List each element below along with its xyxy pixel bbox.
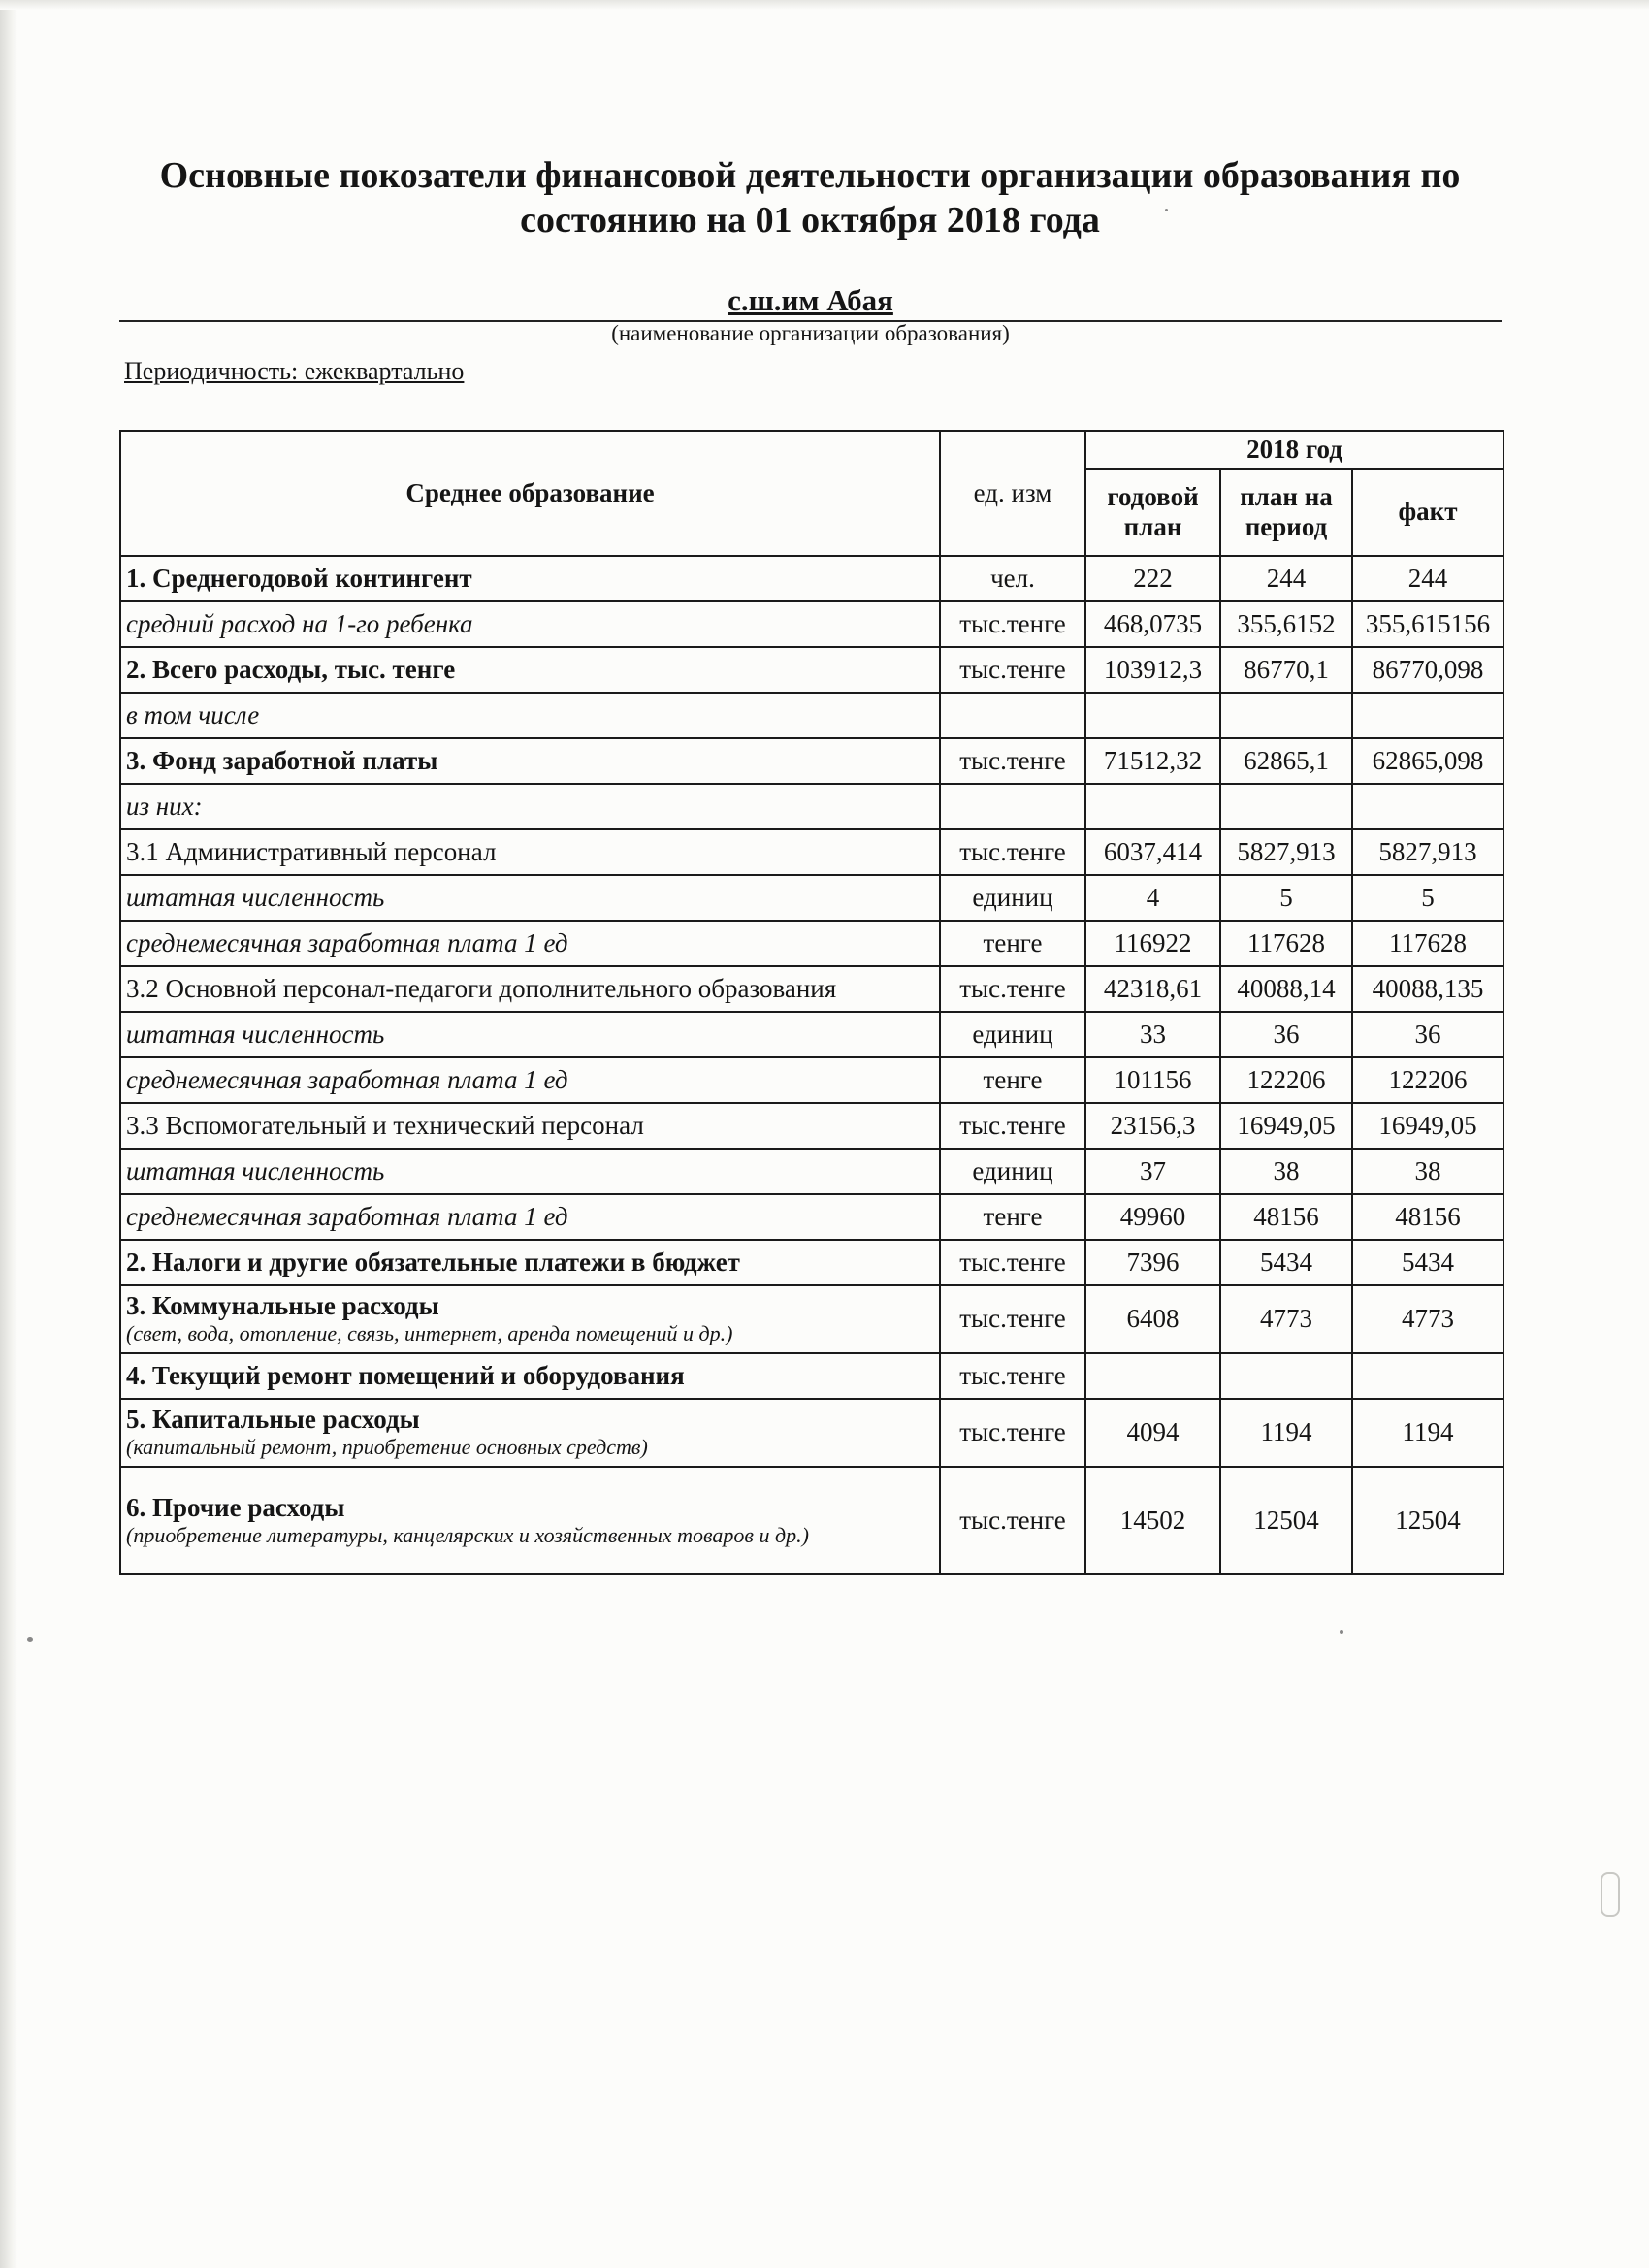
row-fact: 4773 bbox=[1352, 1285, 1504, 1353]
header-fact: факт bbox=[1352, 469, 1504, 556]
table-row bbox=[120, 1194, 1504, 1240]
row-annual-plan: 7396 bbox=[1085, 1240, 1220, 1285]
row-period-plan bbox=[1220, 1353, 1352, 1399]
table-body bbox=[120, 556, 1504, 1574]
row-annual-plan: 33 bbox=[1085, 1012, 1220, 1057]
header-section: Среднее образование bbox=[120, 431, 940, 556]
row-label-cell bbox=[120, 1467, 940, 1574]
row-period-plan: 62865,1 bbox=[1220, 738, 1352, 784]
row-label: 3. Фонд заработной платы bbox=[126, 745, 438, 775]
row-label-cell bbox=[120, 921, 940, 966]
row-sublabel: (капитальный ремонт, приобретение основных средств) bbox=[126, 1435, 648, 1460]
table-row bbox=[120, 1149, 1504, 1194]
row-label: из них: bbox=[126, 791, 203, 821]
row-unit: тенге bbox=[940, 1057, 1085, 1103]
row-period-plan: 86770,1 bbox=[1220, 647, 1352, 693]
table-row bbox=[120, 784, 1504, 829]
header-period-plan: план на период bbox=[1220, 469, 1352, 556]
row-label-cell bbox=[120, 556, 940, 601]
row-label: 2. Налоги и другие обязательные платежи в бюджет bbox=[126, 1247, 740, 1277]
row-period-plan: 1194 bbox=[1220, 1399, 1352, 1467]
row-label-cell bbox=[120, 1399, 940, 1467]
table-row bbox=[120, 1240, 1504, 1285]
row-fact: 1194 bbox=[1352, 1399, 1504, 1467]
row-label: 3.2 Основной персонал-педагоги дополнительного образования bbox=[126, 973, 837, 1003]
row-annual-plan: 49960 bbox=[1085, 1194, 1220, 1240]
row-annual-plan: 6408 bbox=[1085, 1285, 1220, 1353]
row-annual-plan: 4094 bbox=[1085, 1399, 1220, 1467]
row-unit: тенге bbox=[940, 1194, 1085, 1240]
row-annual-plan: 101156 bbox=[1085, 1057, 1220, 1103]
row-period-plan bbox=[1220, 693, 1352, 738]
row-unit: тыс.тенге bbox=[940, 738, 1085, 784]
row-label-cell bbox=[120, 1194, 940, 1240]
scan-top-edge bbox=[0, 0, 1649, 10]
row-label-cell bbox=[120, 738, 940, 784]
scan-left-edge bbox=[0, 0, 17, 2268]
row-label-cell bbox=[120, 647, 940, 693]
row-label-cell bbox=[120, 1012, 940, 1057]
table-row bbox=[120, 738, 1504, 784]
row-unit bbox=[940, 784, 1085, 829]
row-period-plan: 122206 bbox=[1220, 1057, 1352, 1103]
row-fact: 5434 bbox=[1352, 1240, 1504, 1285]
row-unit: тыс.тенге bbox=[940, 1103, 1085, 1149]
row-label: среднемесячная заработная плата 1 ед bbox=[126, 927, 568, 957]
row-period-plan bbox=[1220, 784, 1352, 829]
table-row bbox=[120, 966, 1504, 1012]
row-unit: тыс.тенге bbox=[940, 1353, 1085, 1399]
row-annual-plan: 222 bbox=[1085, 556, 1220, 601]
row-unit: тыс.тенге bbox=[940, 601, 1085, 647]
table-row bbox=[120, 921, 1504, 966]
table-row bbox=[120, 1467, 1504, 1574]
row-unit bbox=[940, 693, 1085, 738]
table-row bbox=[120, 1285, 1504, 1353]
row-annual-plan: 37 bbox=[1085, 1149, 1220, 1194]
row-label: 4. Текущий ремонт помещений и оборудования bbox=[126, 1360, 685, 1390]
row-period-plan: 16949,05 bbox=[1220, 1103, 1352, 1149]
row-period-plan: 4773 bbox=[1220, 1285, 1352, 1353]
row-sublabel: (свет, вода, отопление, связь, интернет, аренда помещений и др.) bbox=[126, 1321, 733, 1346]
row-period-plan: 5 bbox=[1220, 875, 1352, 921]
row-annual-plan bbox=[1085, 784, 1220, 829]
row-period-plan: 48156 bbox=[1220, 1194, 1352, 1240]
row-annual-plan: 6037,414 bbox=[1085, 829, 1220, 875]
row-annual-plan: 468,0735 bbox=[1085, 601, 1220, 647]
row-period-plan: 12504 bbox=[1220, 1467, 1352, 1574]
table-row bbox=[120, 875, 1504, 921]
row-fact: 16949,05 bbox=[1352, 1103, 1504, 1149]
row-label: среднемесячная заработная плата 1 ед bbox=[126, 1064, 568, 1094]
header-year: 2018 год bbox=[1085, 431, 1504, 469]
scan-speck bbox=[1340, 1630, 1343, 1634]
header-unit: ед. изм bbox=[940, 431, 1085, 556]
row-fact: 5 bbox=[1352, 875, 1504, 921]
table-row bbox=[120, 693, 1504, 738]
row-period-plan: 36 bbox=[1220, 1012, 1352, 1057]
table-row bbox=[120, 647, 1504, 693]
row-label: 3.1 Административный персонал bbox=[126, 836, 497, 866]
row-label: штатная численность bbox=[126, 882, 385, 912]
row-fact: 62865,098 bbox=[1352, 738, 1504, 784]
table-row bbox=[120, 1353, 1504, 1399]
row-period-plan: 40088,14 bbox=[1220, 966, 1352, 1012]
row-fact bbox=[1352, 784, 1504, 829]
document-title: Основные покозатели финансовой деятельности организации образования по состоянию на 01 октября 2018 года bbox=[159, 155, 1461, 241]
financial-table bbox=[119, 430, 1504, 1575]
row-label-cell bbox=[120, 1149, 940, 1194]
row-label: 3. Коммунальные расходы bbox=[126, 1291, 439, 1321]
row-label-cell bbox=[120, 1285, 940, 1353]
row-annual-plan bbox=[1085, 693, 1220, 738]
row-fact: 36 bbox=[1352, 1012, 1504, 1057]
organization-line bbox=[119, 281, 1502, 322]
row-fact: 244 bbox=[1352, 556, 1504, 601]
row-unit: единиц bbox=[940, 1012, 1085, 1057]
table-row bbox=[120, 556, 1504, 601]
row-fact bbox=[1352, 693, 1504, 738]
row-unit: тыс.тенге bbox=[940, 1240, 1085, 1285]
row-unit: тыс.тенге bbox=[940, 966, 1085, 1012]
row-period-plan: 5827,913 bbox=[1220, 829, 1352, 875]
row-unit: чел. bbox=[940, 556, 1085, 601]
row-fact: 122206 bbox=[1352, 1057, 1504, 1103]
row-fact: 38 bbox=[1352, 1149, 1504, 1194]
row-unit: тыс.тенге bbox=[940, 1285, 1085, 1353]
row-label: в том числе bbox=[126, 699, 260, 729]
row-annual-plan bbox=[1085, 1353, 1220, 1399]
row-period-plan: 355,6152 bbox=[1220, 601, 1352, 647]
table-row bbox=[120, 829, 1504, 875]
row-fact bbox=[1352, 1353, 1504, 1399]
row-annual-plan: 42318,61 bbox=[1085, 966, 1220, 1012]
row-fact: 86770,098 bbox=[1352, 647, 1504, 693]
table-row bbox=[120, 1103, 1504, 1149]
row-label-cell bbox=[120, 693, 940, 738]
row-label-cell bbox=[120, 829, 940, 875]
row-label-cell bbox=[120, 875, 940, 921]
periodicity: Периодичность: ежеквартально bbox=[124, 357, 465, 385]
table-row bbox=[120, 1057, 1504, 1103]
row-label: среднемесячная заработная плата 1 ед bbox=[126, 1201, 568, 1231]
table-row bbox=[120, 1012, 1504, 1057]
row-unit: тыс.тенге bbox=[940, 647, 1085, 693]
row-annual-plan: 116922 bbox=[1085, 921, 1220, 966]
row-period-plan: 244 bbox=[1220, 556, 1352, 601]
row-sublabel: (приобретение литературы, канцелярских и хозяйственных товаров и др.) bbox=[126, 1522, 809, 1547]
row-annual-plan: 71512,32 bbox=[1085, 738, 1220, 784]
row-fact: 5827,913 bbox=[1352, 829, 1504, 875]
scan-speck bbox=[27, 1637, 33, 1642]
row-unit: тыс.тенге bbox=[940, 1467, 1085, 1574]
row-label: штатная численность bbox=[126, 1155, 385, 1185]
row-fact: 355,615156 bbox=[1352, 601, 1504, 647]
row-label: средний расход на 1-го ребенка bbox=[126, 608, 473, 638]
row-unit: единиц bbox=[940, 875, 1085, 921]
row-unit: тенге bbox=[940, 921, 1085, 966]
row-label: 2. Всего расходы, тыс. тенге bbox=[126, 654, 456, 684]
row-label: 5. Капитальные расходы bbox=[126, 1405, 420, 1435]
row-unit: тыс.тенге bbox=[940, 1399, 1085, 1467]
row-label-cell bbox=[120, 1240, 940, 1285]
row-label-cell bbox=[120, 784, 940, 829]
row-label: штатная численность bbox=[126, 1019, 385, 1049]
row-label: 3.3 Вспомогательный и технический персонал bbox=[126, 1110, 644, 1140]
row-period-plan: 117628 bbox=[1220, 921, 1352, 966]
row-annual-plan: 23156,3 bbox=[1085, 1103, 1220, 1149]
scan-speck bbox=[1165, 209, 1168, 211]
row-fact: 48156 bbox=[1352, 1194, 1504, 1240]
row-annual-plan: 4 bbox=[1085, 875, 1220, 921]
row-label-cell bbox=[120, 1057, 940, 1103]
row-fact: 40088,135 bbox=[1352, 966, 1504, 1012]
row-label: 6. Прочие расходы bbox=[126, 1492, 345, 1522]
organization-name: с.ш.им Абая bbox=[728, 283, 893, 317]
row-unit: единиц bbox=[940, 1149, 1085, 1194]
row-label-cell bbox=[120, 966, 940, 1012]
row-label-cell bbox=[120, 1353, 940, 1399]
row-fact: 12504 bbox=[1352, 1467, 1504, 1574]
row-fact: 117628 bbox=[1352, 921, 1504, 966]
row-period-plan: 5434 bbox=[1220, 1240, 1352, 1285]
row-unit: тыс.тенге bbox=[940, 829, 1085, 875]
row-label-cell bbox=[120, 1103, 940, 1149]
row-annual-plan: 103912,3 bbox=[1085, 647, 1220, 693]
organization-caption: (наименование организации образования) bbox=[611, 321, 1010, 345]
row-label: 1. Среднегодовой контингент bbox=[126, 563, 472, 593]
row-period-plan: 38 bbox=[1220, 1149, 1352, 1194]
scan-mark bbox=[1600, 1872, 1620, 1917]
header-annual-plan: годовой план bbox=[1085, 469, 1220, 556]
table-row bbox=[120, 601, 1504, 647]
row-annual-plan: 14502 bbox=[1085, 1467, 1220, 1574]
table-row bbox=[120, 1399, 1504, 1467]
row-label-cell bbox=[120, 601, 940, 647]
